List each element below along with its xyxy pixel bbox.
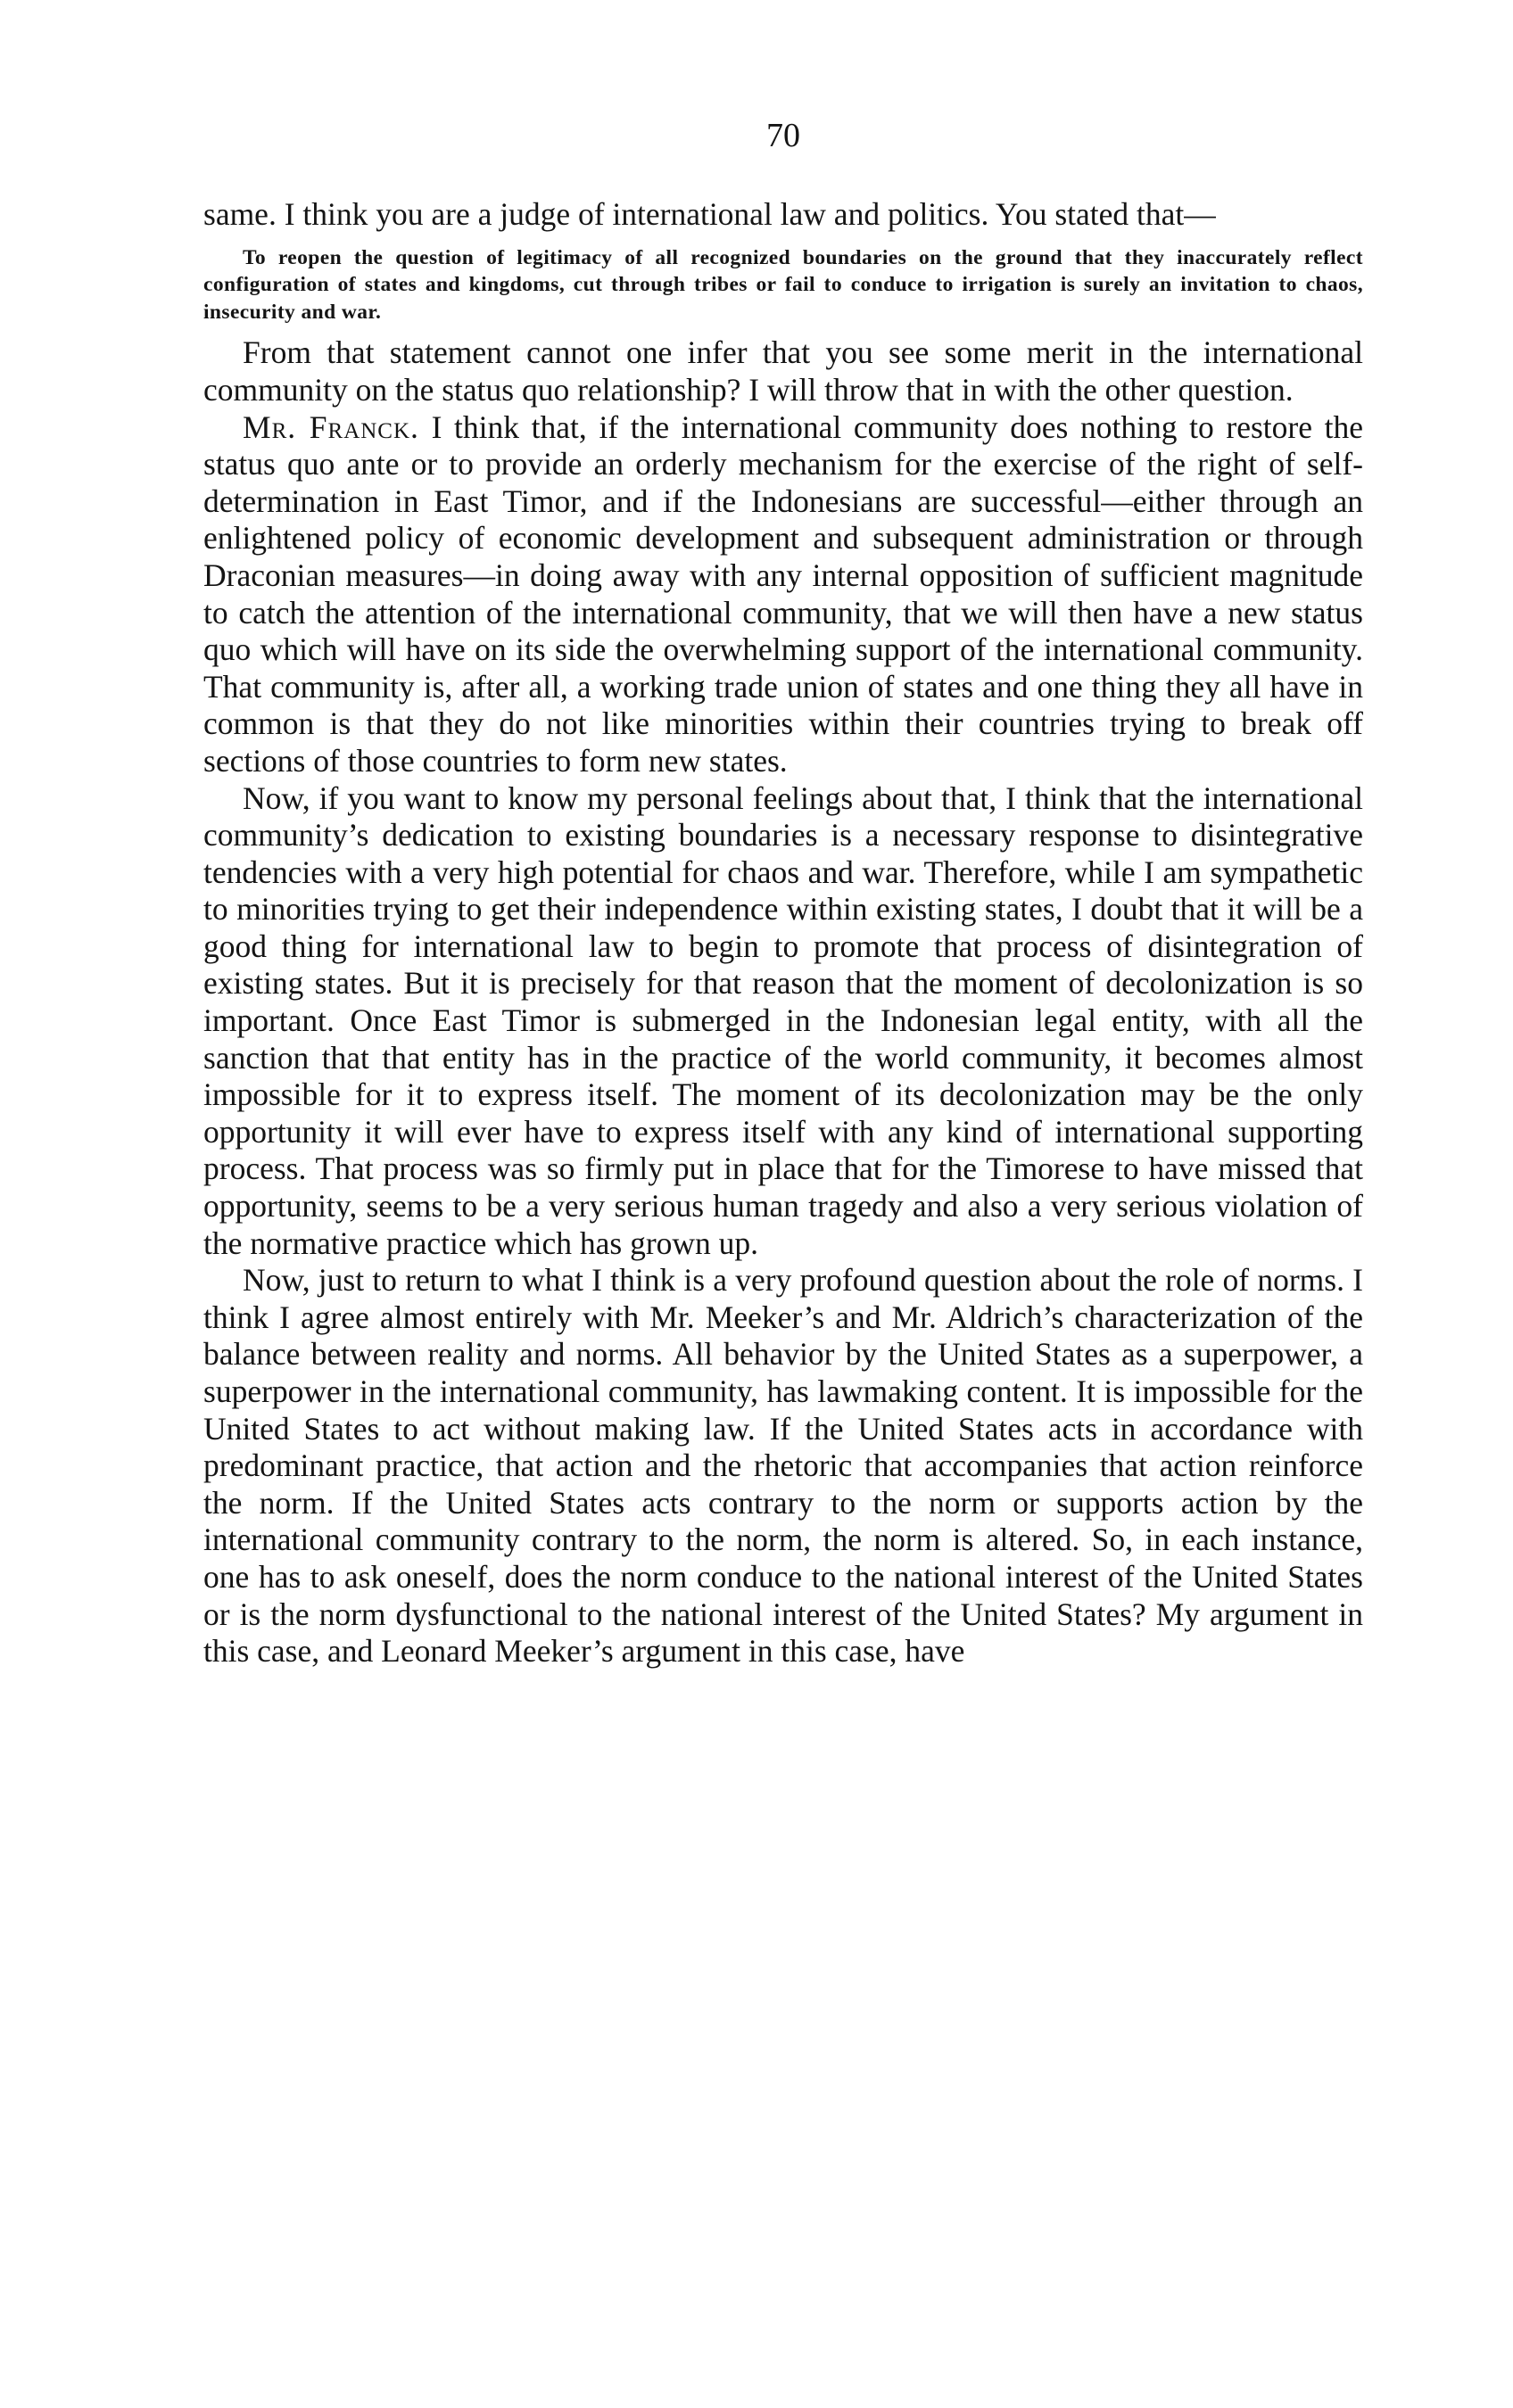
page-number: 70 <box>766 117 800 154</box>
page-body <box>203 196 1363 1670</box>
franck-answer-text: I think that, if the international community does nothing to restore the status quo ante or to provide an orderly mechanism for the exercise of the right of self-determination in East Timor, and if the Indonesians are successful—either through an enlightened policy of economic development and subsequent administration or through Draconian measures—in doing away with any internal opposition of sufficient magnitude to catch the attention of the international community, that we will then have a new status quo which will have on its side the overwhelming support of the international community. That community is, after all, a working trade union of states and one thing they all have in common is that they do not like minorities within their countries trying to break off sections of those countries to form new states. <box>203 408 1363 779</box>
speaker-name: Mr. Franck. <box>243 408 419 445</box>
block-quote: To reopen the question of legitimacy of all recognized boundaries on the ground that they inaccurately reflect configuration of states and kingdoms, cut through tribes or fail to conduce to irrigation is surely an invitation to chaos, insecurity and war. <box>203 245 1363 324</box>
opening-paragraph: same. I think you are a judge of international law and politics. You stated that— <box>203 196 1216 232</box>
question-paragraph: From that statement cannot one infer that you see some merit in the international community on the status quo relationship? I will throw that in with the other question. <box>203 334 1363 408</box>
franck-paragraph-2: Now, if you want to know my personal feelings about that, I think that the international community’s dedication to existing boundaries is a necessary response to disintegrative tendencies with a very high potential for chaos and war. Therefore, while I am sympathetic to minorities trying to get their independence within existing states, I doubt that it will be a good thing for international law to begin to promote that process of disintegration of existing states. But it is precisely for that reason that the moment of decolonization is so important. Once East Timor is submerged in the Indonesian legal entity, with all the sanction that that entity has in the practice of the world community, it becomes almost impossible for it to express itself. The moment of its decolonization may be the only opportunity it will ever have to express itself with any kind of international supporting process. That process was so firmly put in place that for the Timorese to have missed that opportunity, seems to be a very serious human tragedy and also a very serious violation of the normative practice which has grown up. <box>203 779 1363 1261</box>
franck-paragraph-3: Now, just to return to what I think is a very profound question about the role of norms. I think I agree almost entirely with Mr. Meeker’s and Mr. Aldrich’s characterization of the balance between reality and norms. All behavior by the United States as a superpower, a superpower in the international community, has lawmaking content. It is impossible for the United States to act without making law. If the United States acts in accordance with predominant practice, that action and the rhetoric that accompanies that action reinforce the norm. If the United States acts contrary to the norm or supports action by the international community contrary to the norm, the norm is altered. So, in each instance, one has to ask oneself, does the norm conduce to the national interest of the United States or is the norm dysfunctional to the national interest of the United States? My argument in this case, and Leonard Meeker’s argument in this case, have <box>203 1262 1363 1670</box>
franck-answer-paragraph <box>203 409 1363 780</box>
